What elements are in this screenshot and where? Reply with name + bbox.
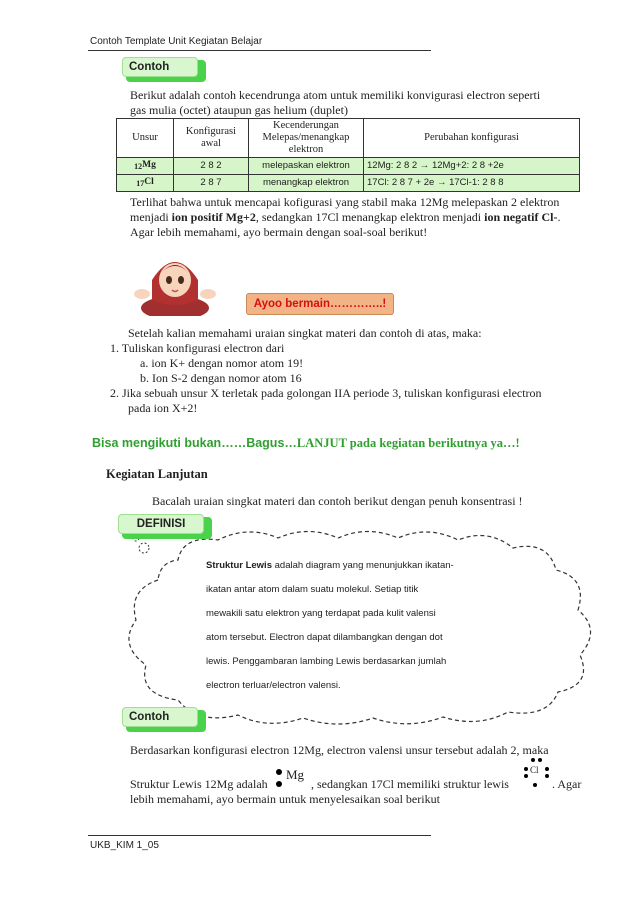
header-kecenderungan: Kecenderungan Melepas/menangkap elektron (249, 119, 364, 158)
definition-line-6: electron terluar/electron valensi. (206, 680, 341, 691)
document-header: Contoh Template Unit Kegiatan Belajar (90, 36, 263, 47)
mg-lewis-structure (276, 765, 312, 793)
girl-character-illustration (132, 250, 218, 316)
example-2-line-3: lebih memahami, ayo bermain untuk menyelesaikan soal berikut (130, 792, 440, 806)
example-2-line-2c: . Agar (552, 777, 582, 791)
intro-paragraph (130, 88, 580, 118)
example-tab-label: Contoh (122, 57, 198, 77)
electron-dot (276, 769, 282, 775)
table-header-row (117, 119, 580, 158)
definition-line-3: mewakili satu elektron yang terdapat pada kulit valensi (206, 608, 436, 619)
explain-line-1: Terlihat bahwa untuk mencapai kofigurasi yang stabil maka 12Mg melepaskan 2 elektron (130, 195, 560, 209)
exercise-intro: Setelah kalian memahami uraian singkat materi dan contoh di atas, maka: (128, 326, 482, 340)
explain-line-3: Agar lebih memahami, ayo bermain dengan soal-soal berikut! (130, 225, 428, 239)
definition-line-1: Struktur Lewis adalah diagram yang menunjukkan ikatan- (206, 560, 454, 571)
header-unsur: Unsur (117, 119, 174, 158)
example-2-line-1: Berdasarkan konfigurasi electron 12Mg, electron valensi unsur tersebut adalah 2, maka (130, 743, 549, 757)
question-2-line-1: 2. Jika sebuah unsur X terletak pada golongan IIA periode 3, tuliskan konfigurasi electron (110, 386, 542, 400)
cell-config: 2 8 2 (174, 158, 249, 175)
example-2-line-2b: , sedangkan 17Cl memiliki struktur lewis (311, 777, 509, 791)
footer-rule (88, 835, 431, 836)
exercise-block (110, 326, 580, 416)
example-2-line-2: Struktur Lewis 12Mg adalah (130, 777, 268, 791)
cl-lewis-structure (524, 758, 550, 788)
cell-change: 12Mg: 2 8 2 → 12Mg+2: 2 8 +2e (364, 158, 580, 175)
definition-line-4: atom tersebut. Electron dapat dilambangkan dengan dot (206, 632, 443, 643)
intro-line-1: Berikut adalah contoh kecendrunga atom untuk memiliki konvigurasi electron seperti (130, 88, 541, 102)
mg-symbol: Mg (286, 767, 305, 782)
document-footer: UKB_KIM 1_05 (90, 840, 159, 851)
cell-config: 2 8 7 (174, 175, 249, 192)
header-rule (88, 50, 431, 51)
next-activity-heading: Kegiatan Lanjutan (106, 467, 208, 481)
question-1: 1. Tuliskan konfigurasi electron dari (110, 341, 285, 355)
question-1a: a. ion K+ dengan nomor atom 19! (140, 356, 304, 370)
cell-element: $_{17}$Cl (117, 175, 174, 192)
example-tab (122, 57, 206, 81)
cl-symbol: Cl (530, 765, 539, 775)
definition-text (206, 554, 478, 698)
cell-change: 17Cl: 2 8 7 + 2e → 17Cl-1: 2 8 8 (364, 175, 580, 192)
definition-line-2: ikatan antar atom dalam suatu molekul. Setiap titik (206, 584, 419, 595)
table-row (117, 158, 580, 175)
intro-line-2: gas mulia (octet) ataupun gas helium (duplet) (130, 103, 348, 117)
explain-line-2: menjadi ion positif Mg+2, sedangkan 17Cl menangkap elektron menjadi ion negatif Cl-. (130, 210, 561, 224)
next-activity-instruction: Bacalah uraian singkat materi dan contoh berikut dengan penuh konsentrasi ! (152, 494, 523, 508)
definition-tab-label: DEFINISI (118, 514, 204, 534)
electron-dot (276, 781, 282, 787)
question-1b: b. Ion S-2 dengan nomor atom 16 (140, 371, 302, 385)
cell-element: $_{12}$Mg (117, 158, 174, 175)
table-row (117, 175, 580, 192)
example-tab-2-label: Contoh (122, 707, 198, 727)
explanation-paragraph (130, 195, 582, 240)
definition-line-5: lewis. Penggambaran lambing Lewis berdasarkan jumlah (206, 656, 447, 667)
header-konfigurasi: Konfigurasi awal (174, 119, 249, 158)
example-tab-2 (122, 707, 206, 731)
definition-tab (118, 514, 212, 538)
question-2-line-2: pada ion X+2! (128, 401, 198, 415)
cell-tendency: menangkap elektron (249, 175, 364, 192)
configuration-table (116, 118, 580, 192)
play-callout: Ayoo bermain…………..! (246, 293, 394, 315)
cell-tendency: melepaskan elektron (249, 158, 364, 175)
header-perubahan: Perubahan konfigurasi (364, 119, 580, 158)
continue-message: Bisa mengikuti bukan……Bagus…LANJUT pada kegiatan berikutnya ya…! (92, 436, 520, 450)
